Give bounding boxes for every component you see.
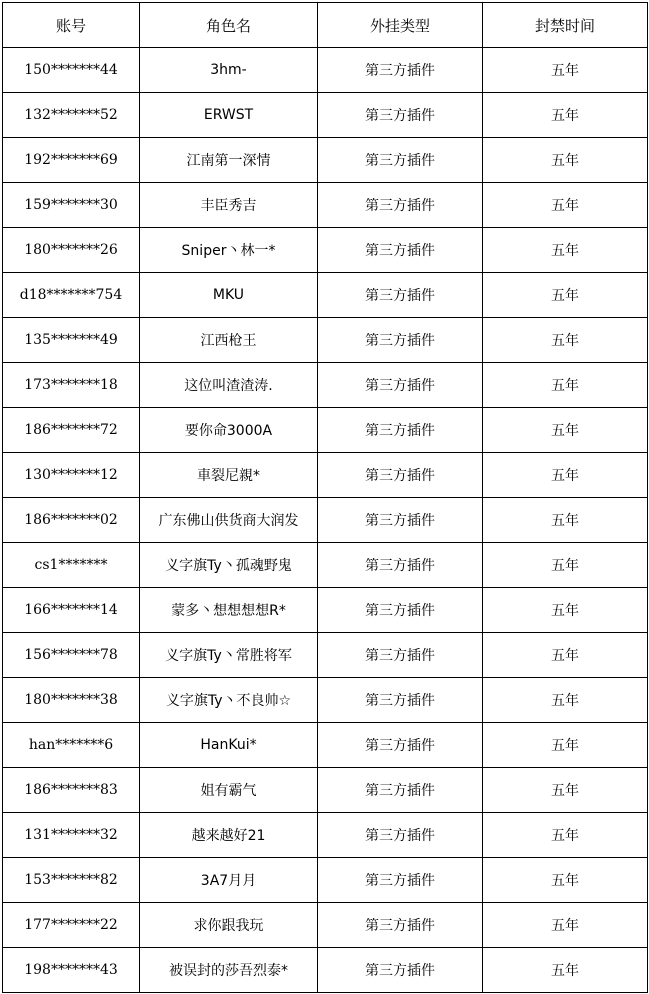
table-row: [3, 723, 648, 768]
table-row: [3, 858, 648, 903]
cell-cheat-type: 第三方插件: [318, 93, 483, 138]
header-row: [3, 3, 648, 48]
cell-account: 135*******49: [3, 318, 140, 363]
cell-account: 132*******52: [3, 93, 140, 138]
cell-ban-duration: 五年: [483, 138, 648, 183]
cell-account: 130*******12: [3, 453, 140, 498]
cell-role-name: 要你命3000A: [140, 408, 318, 453]
cell-ban-duration: 五年: [483, 318, 648, 363]
cell-role-name: MKU: [140, 273, 318, 318]
cell-ban-duration: 五年: [483, 543, 648, 588]
cell-ban-duration: 五年: [483, 633, 648, 678]
cell-role-name: 义字旗Ty丶孤魂野鬼: [140, 543, 318, 588]
cell-ban-duration: 五年: [483, 273, 648, 318]
cell-ban-duration: 五年: [483, 678, 648, 723]
cell-role-name: 丰臣秀吉: [140, 183, 318, 228]
cell-role-name: 义字旗Ty丶常胜将军: [140, 633, 318, 678]
cell-cheat-type: 第三方插件: [318, 498, 483, 543]
cell-ban-duration: 五年: [483, 813, 648, 858]
header-ban-duration: 封禁时间: [483, 3, 648, 48]
cell-account: 198*******43: [3, 948, 140, 993]
cell-account: 166*******14: [3, 588, 140, 633]
cell-ban-duration: 五年: [483, 228, 648, 273]
cell-cheat-type: 第三方插件: [318, 948, 483, 993]
cell-role-name: 被误封的莎吾烈泰*: [140, 948, 318, 993]
header-account: 账号: [3, 3, 140, 48]
table-header: [3, 3, 648, 48]
cell-cheat-type: 第三方插件: [318, 138, 483, 183]
cell-ban-duration: 五年: [483, 408, 648, 453]
cell-ban-duration: 五年: [483, 858, 648, 903]
header-role-name: 角色名: [140, 3, 318, 48]
cell-cheat-type: 第三方插件: [318, 48, 483, 93]
table-row: [3, 453, 648, 498]
table-row: [3, 363, 648, 408]
cell-ban-duration: 五年: [483, 93, 648, 138]
cell-cheat-type: 第三方插件: [318, 903, 483, 948]
cell-account: cs1*******: [3, 543, 140, 588]
cell-ban-duration: 五年: [483, 183, 648, 228]
cell-ban-duration: 五年: [483, 48, 648, 93]
table-row: [3, 903, 648, 948]
table-row: [3, 48, 648, 93]
header-cheat-type: 外挂类型: [318, 3, 483, 48]
table-body: [3, 48, 648, 993]
table-row: [3, 588, 648, 633]
table-row: [3, 768, 648, 813]
table-row: [3, 93, 648, 138]
cell-cheat-type: 第三方插件: [318, 228, 483, 273]
ban-list-table: [2, 2, 648, 993]
cell-ban-duration: 五年: [483, 588, 648, 633]
cell-role-name: Sniper丶林一*: [140, 228, 318, 273]
table-row: [3, 228, 648, 273]
table-row: [3, 183, 648, 228]
cell-role-name: 車裂尼親*: [140, 453, 318, 498]
table-row: [3, 948, 648, 993]
cell-account: 186*******83: [3, 768, 140, 813]
cell-account: 159*******30: [3, 183, 140, 228]
cell-account: 156*******78: [3, 633, 140, 678]
table-row: [3, 633, 648, 678]
cell-cheat-type: 第三方插件: [318, 183, 483, 228]
cell-cheat-type: 第三方插件: [318, 453, 483, 498]
table-row: [3, 318, 648, 363]
cell-cheat-type: 第三方插件: [318, 588, 483, 633]
table-row: [3, 813, 648, 858]
cell-role-name: 3hm-: [140, 48, 318, 93]
cell-cheat-type: 第三方插件: [318, 858, 483, 903]
cell-account: 131*******32: [3, 813, 140, 858]
cell-cheat-type: 第三方插件: [318, 543, 483, 588]
cell-cheat-type: 第三方插件: [318, 678, 483, 723]
table-row: [3, 138, 648, 183]
cell-account: 186*******72: [3, 408, 140, 453]
cell-role-name: 求你跟我玩: [140, 903, 318, 948]
table-row: [3, 678, 648, 723]
cell-account: 180*******38: [3, 678, 140, 723]
cell-role-name: 江南第一深情: [140, 138, 318, 183]
cell-role-name: 义字旗Ty丶不良帅☆: [140, 678, 318, 723]
cell-account: 177*******22: [3, 903, 140, 948]
cell-role-name: ERWST: [140, 93, 318, 138]
cell-ban-duration: 五年: [483, 903, 648, 948]
cell-role-name: 蒙多丶想想想想R*: [140, 588, 318, 633]
cell-ban-duration: 五年: [483, 723, 648, 768]
cell-role-name: HanKui*: [140, 723, 318, 768]
cell-cheat-type: 第三方插件: [318, 723, 483, 768]
cell-account: 186*******02: [3, 498, 140, 543]
cell-role-name: 3A7月月: [140, 858, 318, 903]
cell-account: 150*******44: [3, 48, 140, 93]
cell-account: 153*******82: [3, 858, 140, 903]
cell-cheat-type: 第三方插件: [318, 318, 483, 363]
table-row: [3, 273, 648, 318]
cell-account: 192*******69: [3, 138, 140, 183]
cell-role-name: 姐有霸气: [140, 768, 318, 813]
cell-role-name: 这位叫渣渣涛.: [140, 363, 318, 408]
cell-ban-duration: 五年: [483, 498, 648, 543]
cell-account: 173*******18: [3, 363, 140, 408]
cell-account: d18*******754: [3, 273, 140, 318]
cell-cheat-type: 第三方插件: [318, 633, 483, 678]
table-row: [3, 498, 648, 543]
cell-ban-duration: 五年: [483, 453, 648, 498]
cell-cheat-type: 第三方插件: [318, 273, 483, 318]
cell-account: han*******6: [3, 723, 140, 768]
cell-cheat-type: 第三方插件: [318, 813, 483, 858]
cell-role-name: 越来越好21: [140, 813, 318, 858]
cell-role-name: 广东佛山供货商大润发: [140, 498, 318, 543]
cell-ban-duration: 五年: [483, 768, 648, 813]
table-row: [3, 408, 648, 453]
cell-ban-duration: 五年: [483, 948, 648, 993]
table-row: [3, 543, 648, 588]
cell-cheat-type: 第三方插件: [318, 768, 483, 813]
cell-account: 180*******26: [3, 228, 140, 273]
cell-ban-duration: 五年: [483, 363, 648, 408]
cell-cheat-type: 第三方插件: [318, 363, 483, 408]
cell-role-name: 江西枪王: [140, 318, 318, 363]
cell-cheat-type: 第三方插件: [318, 408, 483, 453]
